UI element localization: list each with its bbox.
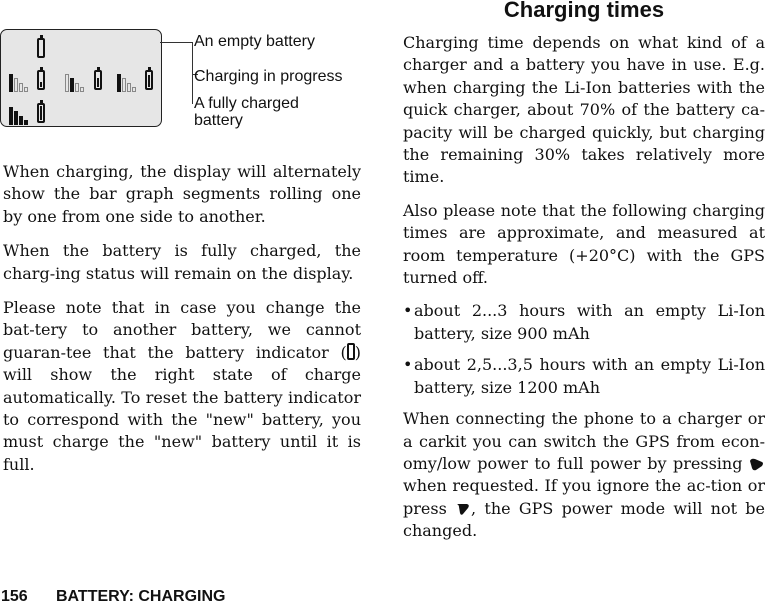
list-item: • about 2...3 hours with an empty Li-Ion battery, size 900 mAh: [403, 301, 765, 343]
page-footer: [1, 588, 225, 606]
section-title: BATTERY: CHARGING: [56, 588, 226, 605]
label-charging-progress: Charging in progress: [194, 68, 343, 85]
charging-battery-icon-1: [37, 70, 45, 90]
charging-bars-3: [117, 72, 139, 92]
charging-bars-1: [9, 72, 31, 92]
full-battery-icon: [37, 103, 45, 123]
charging-battery-icon-3: [145, 70, 153, 90]
page-number: 156: [1, 588, 28, 605]
paragraph-battery-change: Please note that in case you change the bat-tery to another battery, we cannot guaran-tee that the battery indicator ( ) will show the right state of charge automatically. To reset the battery indicator to correspond with the "new" battery, you must charge the "new" battery until it is full.: [3, 298, 361, 474]
battery-display-illustration: [0, 29, 162, 127]
list-item: • about 2,5...3,5 hours with an empty Li-Ion battery, size 1200 mAh: [403, 355, 765, 397]
paragraph-charging-time: Charging time depends on what kind of a charger and a battery you have in use. E.g. when charging the Li-Ion batteries with the quick charger, about 70% of the battery ca-pacity will be charged quickly, but charging the remaining 30% takes relatively more time.: [403, 33, 765, 187]
callout-line-vertical: [192, 42, 193, 104]
battery-indicator-icon: [347, 343, 355, 360]
paragraph-display-rolling: When charging, the display will alternately show the bar graph segments rolling one by one from one side to another.: [3, 162, 361, 226]
charging-battery-icon-2: [94, 70, 102, 90]
paragraph-fully-charged: When the battery is fully charged, the charg-ing status will remain on the display.: [3, 241, 361, 283]
charging-bars-2: [65, 72, 87, 92]
label-full-battery: A fully charged battery: [194, 95, 299, 129]
section-heading: Charging times: [503, 0, 665, 22]
label-empty-battery: An empty battery: [194, 33, 315, 50]
paragraph-gps-power: When connecting the phone to a charger or a carkit you can switch the GPS from econ-omy/low power to full power by pressing when requested. If you ignore the ac-tion or press , the GPS power mode will not be changed.: [403, 409, 765, 541]
paragraph-approximate: Also please note that the following charging times are approximate, and measured at room temperature (+20°C) with the GPS turned off.: [403, 200, 765, 288]
left-column: [3, 161, 361, 488]
full-bars: [9, 105, 31, 125]
end-key-icon: [455, 502, 471, 516]
empty-battery-icon: [37, 38, 45, 58]
right-column: [403, 32, 765, 554]
call-key-icon: [749, 457, 765, 471]
callout-line-empty: [160, 42, 192, 43]
